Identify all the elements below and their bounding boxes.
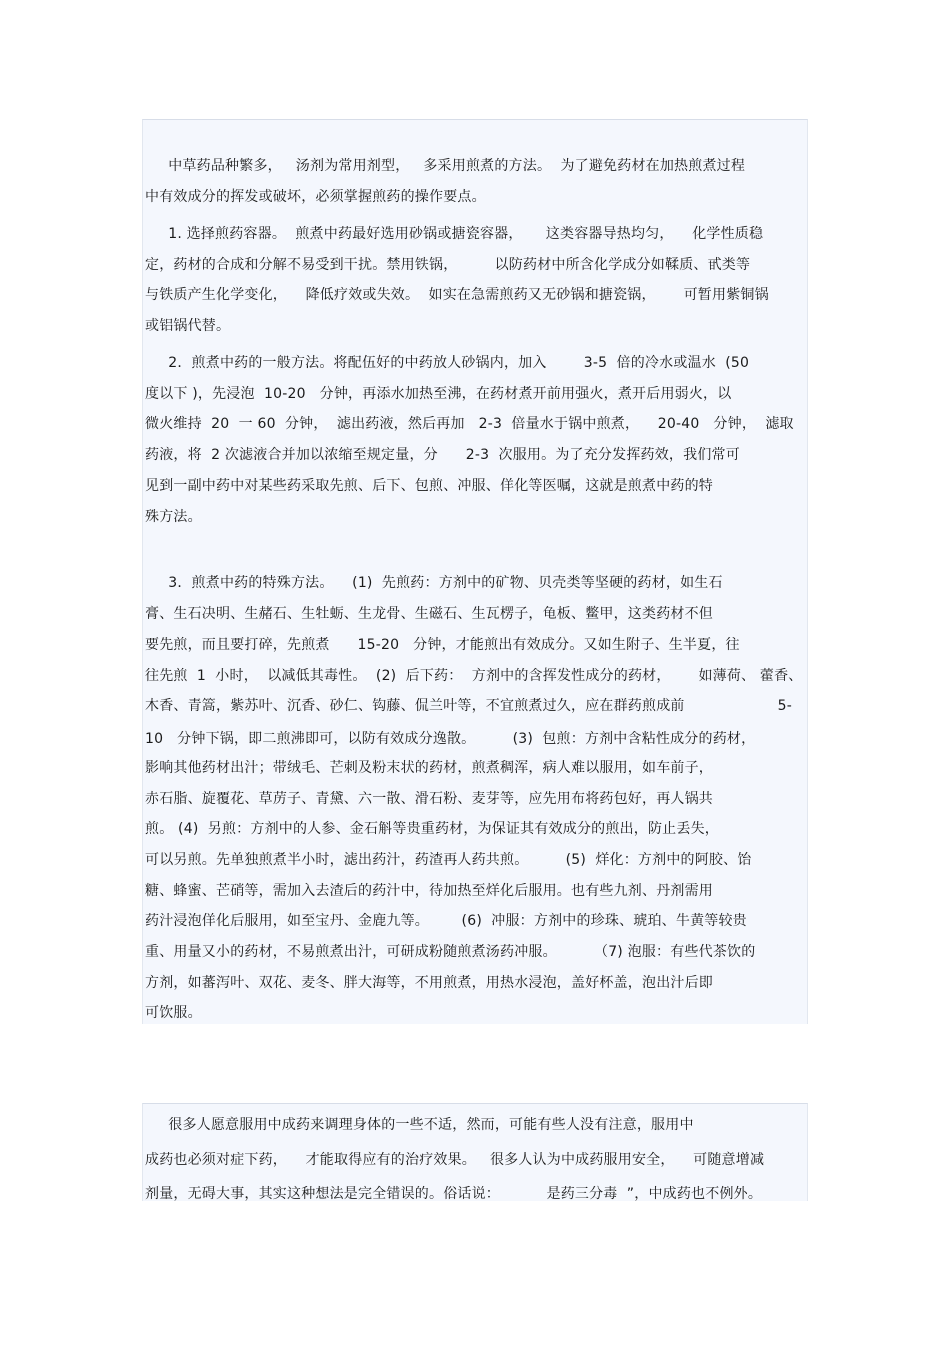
text-line: 或铝锅代替。	[145, 318, 231, 334]
text-line: 药液，将 2 次滤液合并加以浓缩至规定量，分 2-3 次服用。为了充分发挥药效，我们常可	[145, 447, 740, 463]
text-line: 成药也必须对症下药， 才能取得应有的治疗效果。 很多人认为中成药服用安全， 可随意增减	[145, 1152, 765, 1168]
text-line: 方剂，如蕃泻叶、双花、麦冬、胖大海等，不用煎煮，用热水浸泡，盖好杯盖，泡出汁后即	[145, 975, 713, 991]
text-line: 度以下 )，先浸泡 10-20 分钟，再添水加热至沸，在药材煮开前用强火，煮开后用弱火，以	[145, 386, 732, 402]
text-line: 往先煎 1 小时， 以减低其毒性。 (2) 后下药： 方剂中的含挥发性成分的药材， 如薄荷、 藿香、	[145, 668, 803, 684]
text-line: 很多人愿意服用中成药来调理身体的一些不适，然而，可能有些人没有注意，服用中	[145, 1117, 694, 1133]
text-line: 药汁浸泡佯化后服用，如至宝丹、金鹿九等。 (6) 冲服：方剂中的珍珠、琥珀、牛黄等较贵	[145, 913, 747, 929]
text-line: 中有效成分的挥发或破坏，必须掌握煎药的操作要点。	[145, 189, 486, 205]
text-line: 影响其他药材出汁；带绒毛、芒刺及粉末状的药材，煎煮稠浑，病人难以服用，如车前子，	[145, 760, 713, 776]
text-line: 定，药材的合成和分解不易受到干扰。禁用铁锅， 以防药材中所含化学成分如鞣质、甙类等	[145, 257, 751, 273]
text-line: 木香、青篙，紫苏叶、沉香、砂仁、钩藤、侃兰叶等，不宜煎煮过久，应在群药煎成前 5-	[145, 698, 792, 714]
text-line: 可饮服。	[145, 1005, 202, 1021]
text-line: 糖、蜂蜜、芒硝等，需加入去渣后的药汁中，待加热至烊化后服用。也有些九剂、丹剂需用	[145, 883, 713, 899]
text-line: 煎。 (4) 另煎：方剂中的人参、金石斛等贵重药材，为保证其有效成分的煎出，防止丢失，	[145, 821, 719, 837]
text-line: 2．煎煮中药的一般方法。将配伍好的中药放人砂锅内，加入 3-5 倍的冷水或温水 (50	[145, 355, 750, 371]
text-line: 殊方法。	[145, 509, 202, 525]
text-line: 可以另煎。先单独煎煮半小时，滤出药汁，药渣再人药共煎。 (5) 烊化：方剂中的阿胶、饴	[145, 852, 752, 868]
text-line: 1. 选择煎药容器。 煎煮中药最好选用砂锅或搪瓷容器， 这类容器导热均匀， 化学性质稳	[145, 226, 764, 242]
text-line: 10 分钟下锅，即二煎沸即可，以防有效成分逸散。 (3) 包煎：方剂中含粘性成分的药材，	[145, 731, 756, 747]
text-line: 剂量，无碍大事，其实这种想法是完全错误的。俗话说： 是药三分毒 ”，中成药也不例外。	[145, 1186, 763, 1202]
text-line: 要先煎，而且要打碎，先煎煮 15-20 分钟，才能煎出有效成分。又如生附子、生半夏，往	[145, 637, 740, 653]
text-line: 重、用量又小的药材，不易煎煮出汁，可研成粉随煎煮汤药冲服。 （7) 泡服：有些代茶饮的	[145, 944, 756, 960]
text-line: 中草药品种繁多， 汤剂为常用剂型， 多采用煎煮的方法。 为了避免药材在加热煎煮过程	[145, 158, 746, 174]
text-line: 微火维持 20 一 60 分钟， 滤出药液，然后再加 2-3 倍量水于锅中煎煮， 20-40 分钟， 滤取	[145, 416, 794, 432]
text-line: 膏、生石决明、生赭石、生牡蛎、生龙骨、生磁石、生瓦楞子，龟板、鳖甲，这类药材不但	[145, 606, 713, 622]
text-line: 3．煎煮中药的特殊方法。 (1) 先煎药：方剂中的矿物、贝壳类等坚硬的药材，如生石	[145, 575, 723, 591]
text-line: 见到一副中药中对某些药采取先煎、后下、包煎、冲服、佯化等医嘱，这就是煎煮中药的特	[145, 478, 713, 494]
text-line: 赤石脂、旋覆花、草苈子、青黛、六一散、滑石粉、麦芽等，应先用布将药包好，再人锅共	[145, 791, 713, 807]
text-line: 与铁质产生化学变化， 降低疗效或失效。 如实在急需煎药又无砂锅和搪瓷锅， 可暂用紫铜锅	[145, 287, 769, 303]
